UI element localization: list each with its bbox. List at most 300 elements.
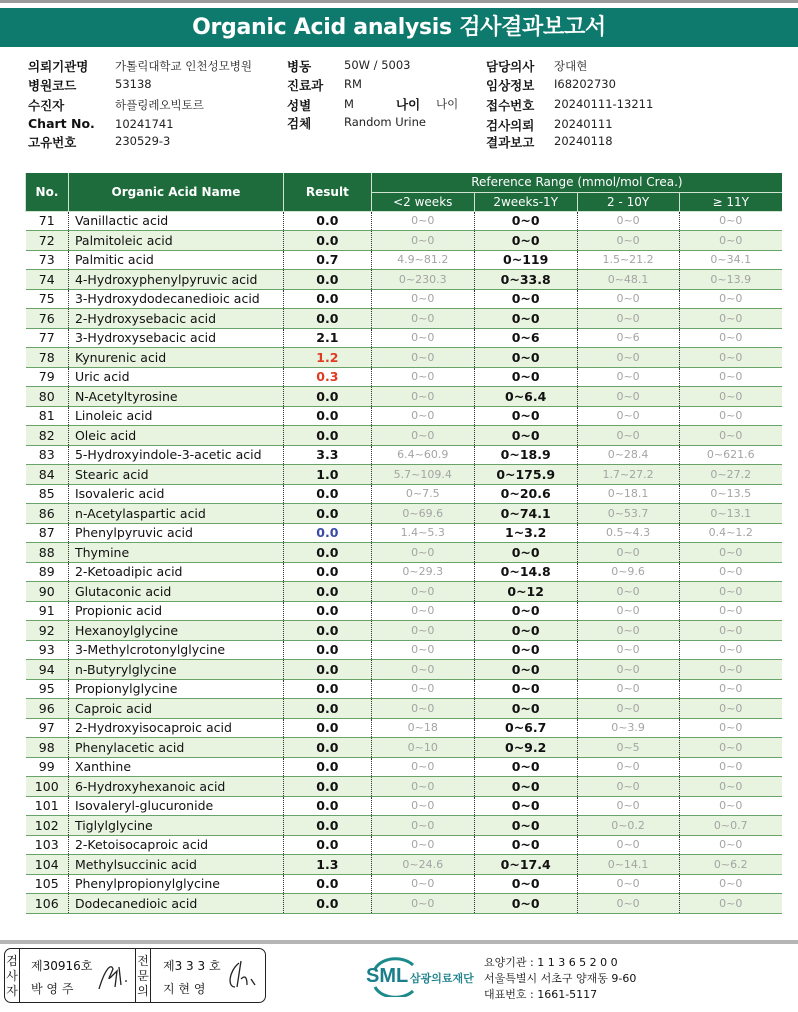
range-2-10y: 0~18.1 (577, 484, 679, 504)
range-ge11y: 0~0 (679, 406, 782, 426)
acid-name: Phenylpropionylglycine (68, 874, 283, 894)
info-label: 검사의뢰 (486, 118, 535, 133)
col-header-result: Result (283, 173, 371, 211)
info-value: RM (344, 77, 362, 91)
result-value: 0.0 (283, 231, 371, 251)
range-ge11y: 0~13.9 (679, 270, 782, 290)
acid-name: 2-Hydroxysebacic acid (68, 309, 283, 329)
result-value: 1.0 (283, 465, 371, 485)
table-row (26, 894, 783, 914)
result-value: 0.0 (283, 504, 371, 524)
range-ge11y: 0~27.2 (679, 465, 782, 485)
info-label: 수진자 (28, 98, 65, 113)
table-row (26, 465, 783, 485)
range-2weeks-1y: 0~0 (474, 406, 577, 426)
reviewer-signature (223, 957, 263, 993)
row-number: 95 (26, 679, 69, 699)
acid-name: Oleic acid (68, 426, 283, 446)
range-lt2weeks: 0~0 (371, 328, 474, 348)
range-2weeks-1y: 0~9.2 (474, 738, 577, 758)
range-2-10y: 0~0 (577, 543, 679, 563)
acid-name: Linoleic acid (68, 406, 283, 426)
range-lt2weeks: 0~0 (371, 874, 474, 894)
range-ge11y: 0~34.1 (679, 250, 782, 270)
range-2weeks-1y: 0~6.7 (474, 718, 577, 738)
tester-license: 제30916호 (31, 959, 93, 973)
info-label: 고유번호 (28, 135, 77, 150)
table-row (26, 640, 783, 660)
range-2-10y: 0~0 (577, 426, 679, 446)
row-number: 91 (26, 601, 69, 621)
row-number: 73 (26, 250, 69, 270)
range-lt2weeks: 0~0 (371, 699, 474, 719)
result-value: 2.1 (283, 328, 371, 348)
table-row (26, 484, 783, 504)
info-value: 53138 (115, 77, 152, 91)
table-row (26, 699, 783, 719)
range-ge11y: 0~13.1 (679, 504, 782, 524)
range-ge11y: 0~0 (679, 387, 782, 407)
row-number: 97 (26, 718, 69, 738)
range-2weeks-1y: 0~175.9 (474, 465, 577, 485)
reviewer-role: 전문의 (135, 949, 151, 1002)
range-2-10y: 0~0 (577, 348, 679, 368)
acid-name: Methylsuccinic acid (68, 855, 283, 875)
row-number: 75 (26, 289, 69, 309)
range-2weeks-1y: 0~20.6 (474, 484, 577, 504)
range-2weeks-1y: 0~0 (474, 660, 577, 680)
result-value: 0.0 (283, 523, 371, 543)
info-value: 가톨릭대학교 인천성모병원 (115, 59, 252, 73)
range-2weeks-1y: 0~0 (474, 426, 577, 446)
row-number: 103 (26, 835, 69, 855)
range-2weeks-1y: 0~6.4 (474, 387, 577, 407)
info-value: Random Urine (344, 115, 426, 129)
row-number: 105 (26, 874, 69, 894)
range-lt2weeks: 0~0 (371, 211, 474, 231)
range-lt2weeks: 0~0 (371, 640, 474, 660)
row-number: 74 (26, 270, 69, 290)
range-2-10y: 0~0 (577, 660, 679, 680)
table-row (26, 601, 783, 621)
result-value: 0.0 (283, 640, 371, 660)
result-value: 0.0 (283, 601, 371, 621)
acid-name: Vanillactic acid (68, 211, 283, 231)
info-label: 검체 (287, 116, 312, 131)
result-value: 0.0 (283, 679, 371, 699)
range-lt2weeks: 0~0 (371, 348, 474, 368)
table-row (26, 757, 783, 777)
range-2weeks-1y: 0~12 (474, 582, 577, 602)
result-value: 0.0 (283, 309, 371, 329)
acid-name: Caproic acid (68, 699, 283, 719)
range-2weeks-1y: 0~0 (474, 640, 577, 660)
range-2-10y: 0~14.1 (577, 855, 679, 875)
range-2weeks-1y: 0~0 (474, 679, 577, 699)
acid-name: Phenylpyruvic acid (68, 523, 283, 543)
info-label: 임상정보 (486, 78, 535, 93)
range-lt2weeks: 0~0 (371, 289, 474, 309)
row-number: 88 (26, 543, 69, 563)
row-number: 83 (26, 445, 69, 465)
info-value: 20240111-13211 (554, 97, 654, 111)
range-2-10y: 0~0 (577, 309, 679, 329)
range-lt2weeks: 0~69.6 (371, 504, 474, 524)
range-2weeks-1y: 0~0 (474, 816, 577, 836)
range-2weeks-1y: 0~0 (474, 543, 577, 563)
acid-name: Dodecanedioic acid (68, 894, 283, 914)
range-2weeks-1y: 0~0 (474, 367, 577, 387)
result-value: 0.0 (283, 484, 371, 504)
range-lt2weeks: 0~0 (371, 835, 474, 855)
results-table (25, 173, 782, 914)
acid-name: Glutaconic acid (68, 582, 283, 602)
range-2-10y: 0~5 (577, 738, 679, 758)
tester-signature (95, 959, 135, 993)
range-2weeks-1y: 0~17.4 (474, 855, 577, 875)
info-value: 230529-3 (115, 134, 171, 148)
row-number: 77 (26, 328, 69, 348)
table-row (26, 504, 783, 524)
acid-name: 2-Hydroxyisocaproic acid (68, 718, 283, 738)
result-value: 0.0 (283, 426, 371, 446)
reviewer-name: 지 현 영 (163, 982, 206, 996)
range-2-10y: 0~0.2 (577, 816, 679, 836)
range-lt2weeks: 0~29.3 (371, 562, 474, 582)
range-2-10y: 0~0 (577, 874, 679, 894)
sml-logo-text: SML (366, 965, 409, 987)
range-ge11y: 0~0 (679, 621, 782, 641)
range-ge11y: 0~0 (679, 582, 782, 602)
acid-name: Hexanoylglycine (68, 621, 283, 641)
range-ge11y: 0~0 (679, 796, 782, 816)
row-number: 100 (26, 777, 69, 797)
col-header-range-2: 2 - 10Y (577, 192, 679, 211)
col-header-range-1: 2weeks-1Y (474, 192, 577, 211)
result-value: 0.0 (283, 582, 371, 602)
acid-name: 6-Hydroxyhexanoic acid (68, 777, 283, 797)
range-2-10y: 0~0 (577, 601, 679, 621)
range-2weeks-1y: 0~0 (474, 601, 577, 621)
range-2weeks-1y: 0~6 (474, 328, 577, 348)
range-2weeks-1y: 0~0 (474, 894, 577, 914)
range-lt2weeks: 0~0 (371, 796, 474, 816)
range-ge11y: 0~0 (679, 718, 782, 738)
range-lt2weeks: 0~0 (371, 816, 474, 836)
range-2weeks-1y: 0~0 (474, 309, 577, 329)
range-2weeks-1y: 0~0 (474, 699, 577, 719)
info-label: 진료과 (287, 78, 324, 93)
acid-name: N-Acetyltyrosine (68, 387, 283, 407)
range-2-10y: 0~0 (577, 835, 679, 855)
range-2-10y: 0~53.7 (577, 504, 679, 524)
table-row (26, 660, 783, 680)
result-value: 0.0 (283, 835, 371, 855)
range-2-10y: 0~48.1 (577, 270, 679, 290)
range-lt2weeks: 0~18 (371, 718, 474, 738)
row-number: 106 (26, 894, 69, 914)
table-row (26, 523, 783, 543)
range-2-10y: 0~6 (577, 328, 679, 348)
table-row (26, 289, 783, 309)
info-value: 20240111 (554, 117, 613, 131)
result-value: 0.0 (283, 738, 371, 758)
range-ge11y: 0~0 (679, 640, 782, 660)
range-lt2weeks: 0~0 (371, 679, 474, 699)
table-row (26, 211, 783, 231)
row-number: 80 (26, 387, 69, 407)
age-value: 나이 (436, 97, 459, 111)
range-ge11y: 0~0 (679, 367, 782, 387)
result-value: 0.0 (283, 211, 371, 231)
result-value: 0.0 (283, 406, 371, 426)
row-number: 104 (26, 855, 69, 875)
info-label: Chart No. (28, 116, 95, 131)
range-ge11y: 0~0 (679, 699, 782, 719)
table-row (26, 855, 783, 875)
range-2-10y: 0~0 (577, 387, 679, 407)
range-2weeks-1y: 0~0 (474, 796, 577, 816)
result-value: 0.0 (283, 894, 371, 914)
table-row (26, 250, 783, 270)
result-value: 0.3 (283, 367, 371, 387)
acid-name: Isovaleric acid (68, 484, 283, 504)
range-2weeks-1y: 0~33.8 (474, 270, 577, 290)
col-header-no: No. (26, 173, 69, 211)
row-number: 79 (26, 367, 69, 387)
range-lt2weeks: 0~0 (371, 582, 474, 602)
range-lt2weeks: 0~0 (371, 660, 474, 680)
range-ge11y: 0~6.2 (679, 855, 782, 875)
range-ge11y: 0~0 (679, 757, 782, 777)
table-row (26, 445, 783, 465)
range-2weeks-1y: 0~0 (474, 231, 577, 251)
range-2-10y: 0~0 (577, 640, 679, 660)
info-label: 결과보고 (486, 135, 535, 150)
row-number: 93 (26, 640, 69, 660)
range-lt2weeks: 0~0 (371, 309, 474, 329)
range-ge11y: 0~0 (679, 894, 782, 914)
acid-name: Propionylglycine (68, 679, 283, 699)
range-2-10y: 0.5~4.3 (577, 523, 679, 543)
range-2weeks-1y: 0~0 (474, 874, 577, 894)
range-2-10y: 0~0 (577, 894, 679, 914)
org-contact (484, 955, 636, 1003)
result-value: 0.0 (283, 660, 371, 680)
acid-name: n-Acetylaspartic acid (68, 504, 283, 524)
range-2weeks-1y: 0~14.8 (474, 562, 577, 582)
range-2-10y: 0~0 (577, 699, 679, 719)
range-lt2weeks: 0~7.5 (371, 484, 474, 504)
table-row (26, 231, 783, 251)
table-row (26, 738, 783, 758)
table-row (26, 718, 783, 738)
result-value: 0.0 (283, 816, 371, 836)
row-number: 87 (26, 523, 69, 543)
result-value: 0.0 (283, 270, 371, 290)
range-lt2weeks: 0~0 (371, 231, 474, 251)
range-2-10y: 0~3.9 (577, 718, 679, 738)
acid-name: 3-Hydroxysebacic acid (68, 328, 283, 348)
range-2weeks-1y: 0~18.9 (474, 445, 577, 465)
table-row (26, 367, 783, 387)
result-value: 0.0 (283, 874, 371, 894)
range-lt2weeks: 0~0 (371, 621, 474, 641)
range-ge11y: 0~0 (679, 738, 782, 758)
table-row (26, 679, 783, 699)
result-value: 0.0 (283, 699, 371, 719)
col-header-range-0: <2 weeks (371, 192, 474, 211)
table-row (26, 777, 783, 797)
info-value: 20240118 (554, 134, 613, 148)
age-label: 나이 (396, 97, 421, 112)
table-row (26, 328, 783, 348)
col-header-name: Organic Acid Name (68, 173, 283, 211)
range-2weeks-1y: 0~0 (474, 348, 577, 368)
range-2-10y: 0~0 (577, 582, 679, 602)
range-ge11y: 0~621.6 (679, 445, 782, 465)
table-row (26, 348, 783, 368)
tester-role: 검사자 (5, 949, 20, 1002)
row-number: 84 (26, 465, 69, 485)
range-ge11y: 0~0 (679, 289, 782, 309)
org-address: 서울특별시 서초구 양재동 9-60 (484, 972, 637, 985)
table-row (26, 874, 783, 894)
range-lt2weeks: 0~0 (371, 601, 474, 621)
range-2weeks-1y: 0~0 (474, 835, 577, 855)
acid-name: Isovaleryl-glucuronide (68, 796, 283, 816)
info-label: 의뢰기관명 (28, 59, 89, 74)
result-value: 0.0 (283, 757, 371, 777)
range-2-10y: 1.5~21.2 (577, 250, 679, 270)
range-ge11y: 0~0 (679, 328, 782, 348)
range-2-10y: 0~0 (577, 777, 679, 797)
row-number: 94 (26, 660, 69, 680)
range-2-10y: 0~0 (577, 406, 679, 426)
range-2-10y: 0~9.6 (577, 562, 679, 582)
range-2weeks-1y: 0~0 (474, 757, 577, 777)
row-number: 76 (26, 309, 69, 329)
table-row (26, 582, 783, 602)
row-number: 101 (26, 796, 69, 816)
table-row (26, 387, 783, 407)
table-row (26, 426, 783, 446)
range-ge11y: 0~0 (679, 348, 782, 368)
range-lt2weeks: 0~0 (371, 387, 474, 407)
range-lt2weeks: 0~0 (371, 406, 474, 426)
range-2weeks-1y: 0~0 (474, 621, 577, 641)
acid-name: 3-Methylcrotonylglycine (68, 640, 283, 660)
reviewer-license: 제3 3 3 호 (163, 959, 221, 973)
info-value: 10241741 (115, 117, 174, 131)
acid-name: Palmitoleic acid (68, 231, 283, 251)
range-ge11y: 0~0 (679, 835, 782, 855)
row-number: 78 (26, 348, 69, 368)
info-value: M (344, 97, 354, 111)
row-number: 92 (26, 621, 69, 641)
range-ge11y: 0~0 (679, 562, 782, 582)
range-lt2weeks: 0~0 (371, 777, 474, 797)
row-number: 81 (26, 406, 69, 426)
table-row (26, 406, 783, 426)
range-ge11y: 0~13.5 (679, 484, 782, 504)
range-2-10y: 0~0 (577, 367, 679, 387)
report-title: Organic Acid analysis 검사결과보고서 (0, 8, 798, 47)
info-value: 50W / 5003 (344, 58, 411, 72)
range-ge11y: 0~0 (679, 874, 782, 894)
row-number: 98 (26, 738, 69, 758)
acid-name: 2-Ketoadipic acid (68, 562, 283, 582)
result-value: 0.0 (283, 289, 371, 309)
acid-name: 2-Ketoisocaproic acid (68, 835, 283, 855)
result-value: 0.0 (283, 796, 371, 816)
range-2weeks-1y: 0~0 (474, 289, 577, 309)
info-label: 병동 (287, 59, 312, 74)
result-value: 0.7 (283, 250, 371, 270)
result-value: 0.0 (283, 387, 371, 407)
range-lt2weeks: 0~10 (371, 738, 474, 758)
range-2-10y: 0~0 (577, 679, 679, 699)
table-row (26, 543, 783, 563)
range-lt2weeks: 4.9~81.2 (371, 250, 474, 270)
range-lt2weeks: 0~230.3 (371, 270, 474, 290)
range-2-10y: 0~0 (577, 621, 679, 641)
col-header-reference: Reference Range (mmol/mol Crea.) (371, 173, 782, 192)
tester-name: 박 영 주 (31, 982, 74, 996)
range-2-10y: 0~0 (577, 757, 679, 777)
range-lt2weeks: 0~24.6 (371, 855, 474, 875)
range-lt2weeks: 0~0 (371, 426, 474, 446)
range-ge11y: 0~0 (679, 211, 782, 231)
table-row (26, 796, 783, 816)
range-2-10y: 0~0 (577, 289, 679, 309)
table-row (26, 835, 783, 855)
range-2weeks-1y: 0~0 (474, 211, 577, 231)
result-value: 0.0 (283, 777, 371, 797)
row-number: 89 (26, 562, 69, 582)
acid-name: Kynurenic acid (68, 348, 283, 368)
range-lt2weeks: 5.7~109.4 (371, 465, 474, 485)
acid-name: Palmitic acid (68, 250, 283, 270)
row-number: 86 (26, 504, 69, 524)
range-ge11y: 0~0 (679, 601, 782, 621)
acid-name: 4-Hydroxyphenylpyruvic acid (68, 270, 283, 290)
acid-name: Uric acid (68, 367, 283, 387)
range-lt2weeks: 0~0 (371, 894, 474, 914)
info-label: 접수번호 (486, 98, 535, 113)
info-label: 병원코드 (28, 78, 77, 93)
table-row (26, 309, 783, 329)
table-row (26, 562, 783, 582)
range-ge11y: 0~0 (679, 679, 782, 699)
acid-name: Xanthine (68, 757, 283, 777)
acid-name: Tiglylglycine (68, 816, 283, 836)
table-row (26, 816, 783, 836)
range-2weeks-1y: 0~74.1 (474, 504, 577, 524)
range-ge11y: 0~0 (679, 660, 782, 680)
info-label: 성별 (287, 98, 312, 113)
acid-name: n-Butyrylglycine (68, 660, 283, 680)
range-ge11y: 0~0.7 (679, 816, 782, 836)
range-2-10y: 1.7~27.2 (577, 465, 679, 485)
range-ge11y: 0.4~1.2 (679, 523, 782, 543)
range-lt2weeks: 0~0 (371, 367, 474, 387)
info-value: I68202730 (554, 77, 616, 91)
row-number: 90 (26, 582, 69, 602)
result-value: 0.0 (283, 562, 371, 582)
result-value: 0.0 (283, 718, 371, 738)
result-value: 0.0 (283, 543, 371, 563)
